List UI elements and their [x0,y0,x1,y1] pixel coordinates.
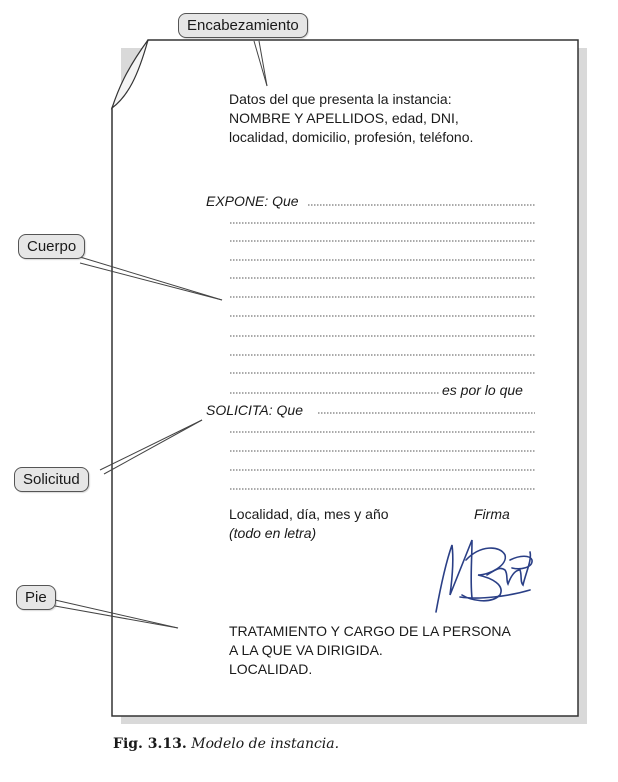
figure-caption-text: Modelo de instancia. [191,736,340,752]
callout-cuerpo [18,234,85,259]
callout-solicitud-label: Solicitud [23,471,80,488]
header-line-2: NOMBRE Y APELLIDOS, edad, DNI, [229,110,459,126]
callout-pie-label: Pie [25,589,47,606]
figure-caption [113,736,339,752]
callout-solicitud [14,467,89,492]
figure-caption-label: Fig. 3.13. [113,736,187,752]
footer-line-3: LOCALIDAD. [229,661,313,677]
callout-encabezamiento-label: Encabezamiento [187,17,299,34]
callout-encabezamiento [178,13,308,38]
in-words-label: (todo en letra) [229,525,317,541]
solicita-label: SOLICITA: Que [206,402,303,418]
footer-line-2: A LA QUE VA DIRIGIDA. [229,642,383,658]
header-line-1: Datos del que presenta la instancia: [229,91,452,107]
footer-line-1: TRATAMIENTO Y CARGO DE LA PERSONA [229,623,511,639]
firma-label: Firma [474,506,510,522]
es-por-lo-que-label: es por lo que [442,382,523,398]
expone-label: EXPONE: Que [206,193,299,209]
place-date-label: Localidad, día, mes y año [229,506,389,522]
callout-pie [16,585,56,610]
header-line-3: localidad, domicilio, profesión, teléfono. [229,129,474,145]
callout-cuerpo-label: Cuerpo [27,238,77,255]
